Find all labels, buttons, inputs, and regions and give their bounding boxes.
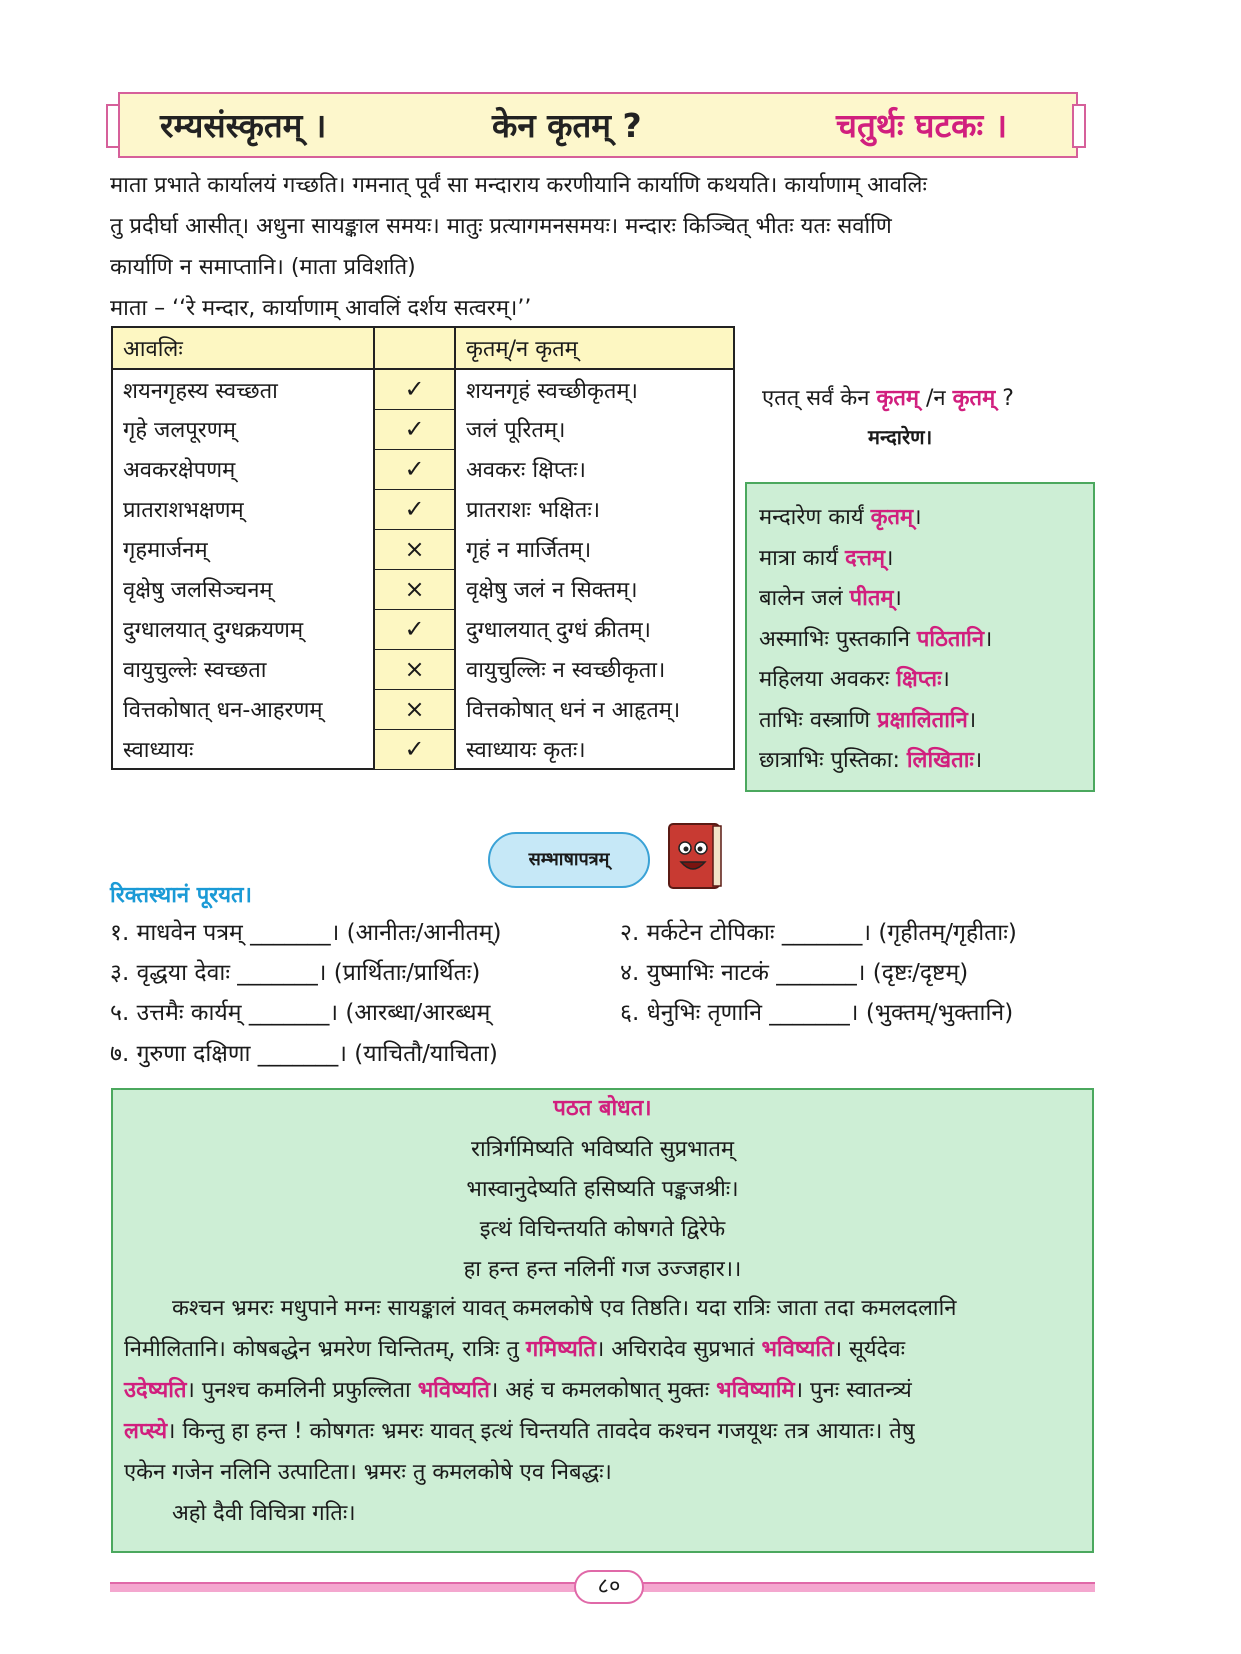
result-cell: दुग्धालयात् दुग्धं क्रीतम्।	[455, 609, 734, 649]
book-mascot-icon	[663, 820, 727, 892]
fill-item: २. मर्कटेन टोपिकाः _______। (गृहीतम्/गृहीताः)	[620, 920, 1017, 946]
example-keyword: पठितानि	[916, 626, 985, 652]
mark-cell: ✓	[374, 449, 455, 489]
task-cell: वायुचुल्लेः स्वच्छता	[112, 649, 374, 689]
verse-line: इत्थं विचिन्तयति कोषगते द्विरेफे	[479, 1217, 726, 1242]
fill-item: ५. उत्तमैः कार्यम् _______। (आरब्धा/आरब्धम्	[110, 1000, 491, 1026]
story-text: । सूर्यदेवः	[833, 1337, 906, 1362]
verse-line: भास्वानुदेष्यति हसिष्यति पङ्कजश्रीः।	[466, 1177, 739, 1202]
answer-text: मन्दारेण।	[868, 425, 933, 449]
result-cell: प्रातराशः भक्षितः।	[455, 489, 734, 529]
example-end: ।	[913, 505, 922, 530]
example-line	[759, 660, 1093, 701]
task-cell: स्वाध्यायः	[112, 729, 374, 769]
table-row	[112, 729, 734, 769]
fill-item: ३. वृद्धया देवाः _______। (प्रार्थिताः/प्रार्थितः)	[110, 960, 481, 986]
mark-cell: ✓	[374, 409, 455, 449]
question-text	[762, 382, 1014, 412]
examples-box	[745, 482, 1095, 792]
result-cell: जलं पूरितम्।	[455, 409, 734, 449]
table-row	[112, 609, 734, 649]
table-row	[112, 449, 734, 489]
task-table	[111, 326, 735, 770]
intro-line: माता – ‘‘रे मन्दार, कार्याणाम् आवलिं दर्शय सत्वरम्।’’	[110, 296, 532, 321]
example-line	[759, 741, 1093, 782]
example-line	[759, 579, 1093, 620]
result-cell: वायुचुल्लिः न स्वच्छीकृता।	[455, 649, 734, 689]
example-line	[759, 498, 1093, 539]
task-cell: अवकरक्षेपणम्	[112, 449, 374, 489]
fill-item: ६. धेनुभिः तृणानि _______। (भुक्तम्/भुक्तानि)	[620, 1000, 1014, 1026]
story-text: । अचिरादेव सुप्रभातं	[595, 1337, 762, 1362]
table-header	[374, 327, 455, 369]
example-line	[759, 620, 1093, 661]
example-end: ।	[967, 707, 977, 733]
intro-line: कार्याणि न समाप्तानि। (माता प्रविशति)	[110, 255, 416, 280]
mark-cell: ×	[374, 649, 455, 689]
sambhashapatra-pill: सम्भाषापत्रम्	[488, 832, 650, 888]
intro-paragraph	[110, 165, 1095, 329]
table-header: आवलिः	[112, 327, 374, 369]
intro-line: माता प्रभाते कार्यालयं गच्छति। गमनात् पूर्वं सा मन्दाराय करणीयानि कार्याणि कथयति। कार्याणाम् आवलिः	[110, 173, 927, 198]
example-keyword: क्षिप्तः	[896, 667, 942, 692]
story-line: कश्चन भ्रमरः मधुपाने मग्नः सायङ्कालं यावत् कमलकोषे एव तिष्ठति। यदा रात्रिः जाता तदा कमलदलानि	[172, 1296, 957, 1321]
task-cell: वित्तकोषात् धन-आहरणम्	[112, 689, 374, 729]
mark-cell: ×	[374, 529, 455, 569]
mark-cell: ×	[374, 569, 455, 609]
example-text: बालेन जलं	[759, 586, 850, 611]
story-line	[124, 1370, 1082, 1411]
table-row	[112, 649, 734, 689]
example-keyword: पीतम्	[849, 586, 894, 611]
example-end: ।	[893, 586, 902, 611]
story-keyword: भविष्यति	[761, 1337, 834, 1362]
page-number: ८०	[574, 1570, 644, 1604]
question-post: ?	[995, 386, 1014, 411]
mark-cell: ✓	[374, 369, 455, 409]
story-line: एकेन गजेन नलिनि उत्पाटिता। भ्रमरः तु कमलकोषे एव निबद्धः।	[124, 1460, 612, 1485]
example-line	[759, 539, 1093, 580]
result-cell: वित्तकोषात् धनं न आहृतम्।	[455, 689, 734, 729]
story-keyword: भविष्यामि	[716, 1378, 795, 1403]
story-text: । किन्तु हा हन्त ! कोषगतः भ्रमरः यावत् इत्थं चिन्तयति तावदेव कश्चन गजयूथः तत्र आयातः। तेषु	[167, 1419, 915, 1444]
example-text: ताभिः वस्त्राणि	[759, 707, 878, 733]
example-end: ।	[941, 667, 950, 692]
fill-item: ७. गुरुणा दक्षिणा _______। (याचितौ/याचिता)	[110, 1041, 498, 1067]
example-text: अस्माभिः पुस्तकानि	[759, 626, 917, 652]
mark-cell: ✓	[374, 489, 455, 529]
story-keyword: गमिष्यति	[525, 1337, 596, 1362]
verse-line: हा हन्त हन्त नलिनीं गज उज्जहार।।	[463, 1257, 742, 1282]
example-text: मात्रा कार्यं	[759, 545, 846, 571]
table-row	[112, 489, 734, 529]
example-keyword: लिखिताः	[906, 748, 974, 773]
banner-left-cap	[106, 104, 120, 148]
fill-item: १. माधवेन पत्रम् _______। (आनीतः/आनीतम्)	[110, 920, 502, 946]
question-mid: /न	[919, 386, 953, 411]
story-keyword: उदेष्यति	[124, 1378, 187, 1403]
task-cell: शयनगृहस्य स्वच्छता	[112, 369, 374, 409]
story-text: निमीलितानि। कोषबद्धेन भ्रमरेण चिन्तितम्, रात्रिः तु	[124, 1337, 526, 1362]
banner-right-cap	[1072, 104, 1086, 148]
mark-cell: ✓	[374, 609, 455, 649]
table-row	[112, 569, 734, 609]
book-title: रम्यसंस्कृतम् ।	[160, 106, 327, 145]
example-text: मन्दारेण कार्यं	[759, 505, 871, 530]
lesson-title: केन कृतम् ?	[492, 106, 642, 145]
table-row	[112, 409, 734, 449]
example-text: महिलया अवकरः	[759, 667, 897, 692]
result-cell: स्वाध्यायः कृतः।	[455, 729, 734, 769]
story-text: । पुनश्च कमलिनी प्रफुल्लिता	[186, 1378, 418, 1403]
story-line: अहो दैवी विचित्रा गतिः।	[172, 1501, 356, 1526]
example-text: छात्राभिः पुस्तिका:	[759, 748, 907, 773]
example-end: ।	[885, 545, 894, 571]
question-keyword: कृतम्	[876, 386, 920, 411]
task-cell: वृक्षेषु जलसिञ्चनम्	[112, 569, 374, 609]
question-keyword: कृतम्	[952, 386, 996, 411]
example-keyword: प्रक्षालितानि	[877, 707, 968, 733]
table-row	[112, 369, 734, 409]
example-keyword: दत्तम्	[845, 545, 886, 571]
story-text: । अहं च कमलकोषात् मुक्तः	[489, 1378, 717, 1403]
task-cell: गृहमार्जनम्	[112, 529, 374, 569]
task-cell: प्रातराशभक्षणम्	[112, 489, 374, 529]
verse-line: रात्रिर्गमिष्यति भविष्यति सुप्रभातम्	[470, 1137, 735, 1162]
intro-line: तु प्रदीर्घा आसीत्। अधुना सायङ्काल समयः। मातुः प्रत्यागमनसमयः। मन्दारः किञ्चित् भीतः यतः सर्वाणि	[110, 214, 892, 239]
story-line	[124, 1411, 1082, 1452]
example-end: ।	[973, 748, 983, 773]
reading-title: पठत बोधत।	[553, 1096, 652, 1121]
story-text: । पुनः स्वातन्त्र्यं	[794, 1378, 912, 1403]
mark-cell: ×	[374, 689, 455, 729]
result-cell: वृक्षेषु जलं न सिक्तम्।	[455, 569, 734, 609]
result-cell: शयनगृहं स्वच्छीकृतम्।	[455, 369, 734, 409]
table-row	[112, 529, 734, 569]
task-cell: गृहे जलपूरणम्	[112, 409, 374, 449]
result-cell: गृहं न मार्जितम्।	[455, 529, 734, 569]
story-paragraph	[124, 1288, 1082, 1534]
fill-blanks-title: रिक्तस्थानं पूरयत।	[110, 883, 252, 908]
unit-label: चतुर्थः घटकः ।	[836, 106, 1008, 145]
story-keyword: भविष्यति	[417, 1378, 490, 1403]
result-cell: अवकरः क्षिप्तः।	[455, 449, 734, 489]
table-row	[112, 689, 734, 729]
fill-item: ४. युष्माभिः नाटकं _______। (दृष्टः/दृष्टम्)	[620, 960, 969, 986]
mark-cell: ✓	[374, 729, 455, 769]
story-line	[124, 1329, 1082, 1370]
example-keyword: कृतम्	[870, 505, 914, 530]
task-cell: दुग्धालयात् दुग्धक्रयणम्	[112, 609, 374, 649]
example-line	[759, 701, 1093, 742]
example-end: ।	[984, 626, 993, 652]
question-pre: एतत् सर्वं केन	[762, 386, 877, 411]
table-header: कृतम्/न कृतम्	[455, 327, 734, 369]
story-keyword: लप्स्ये	[124, 1419, 168, 1444]
